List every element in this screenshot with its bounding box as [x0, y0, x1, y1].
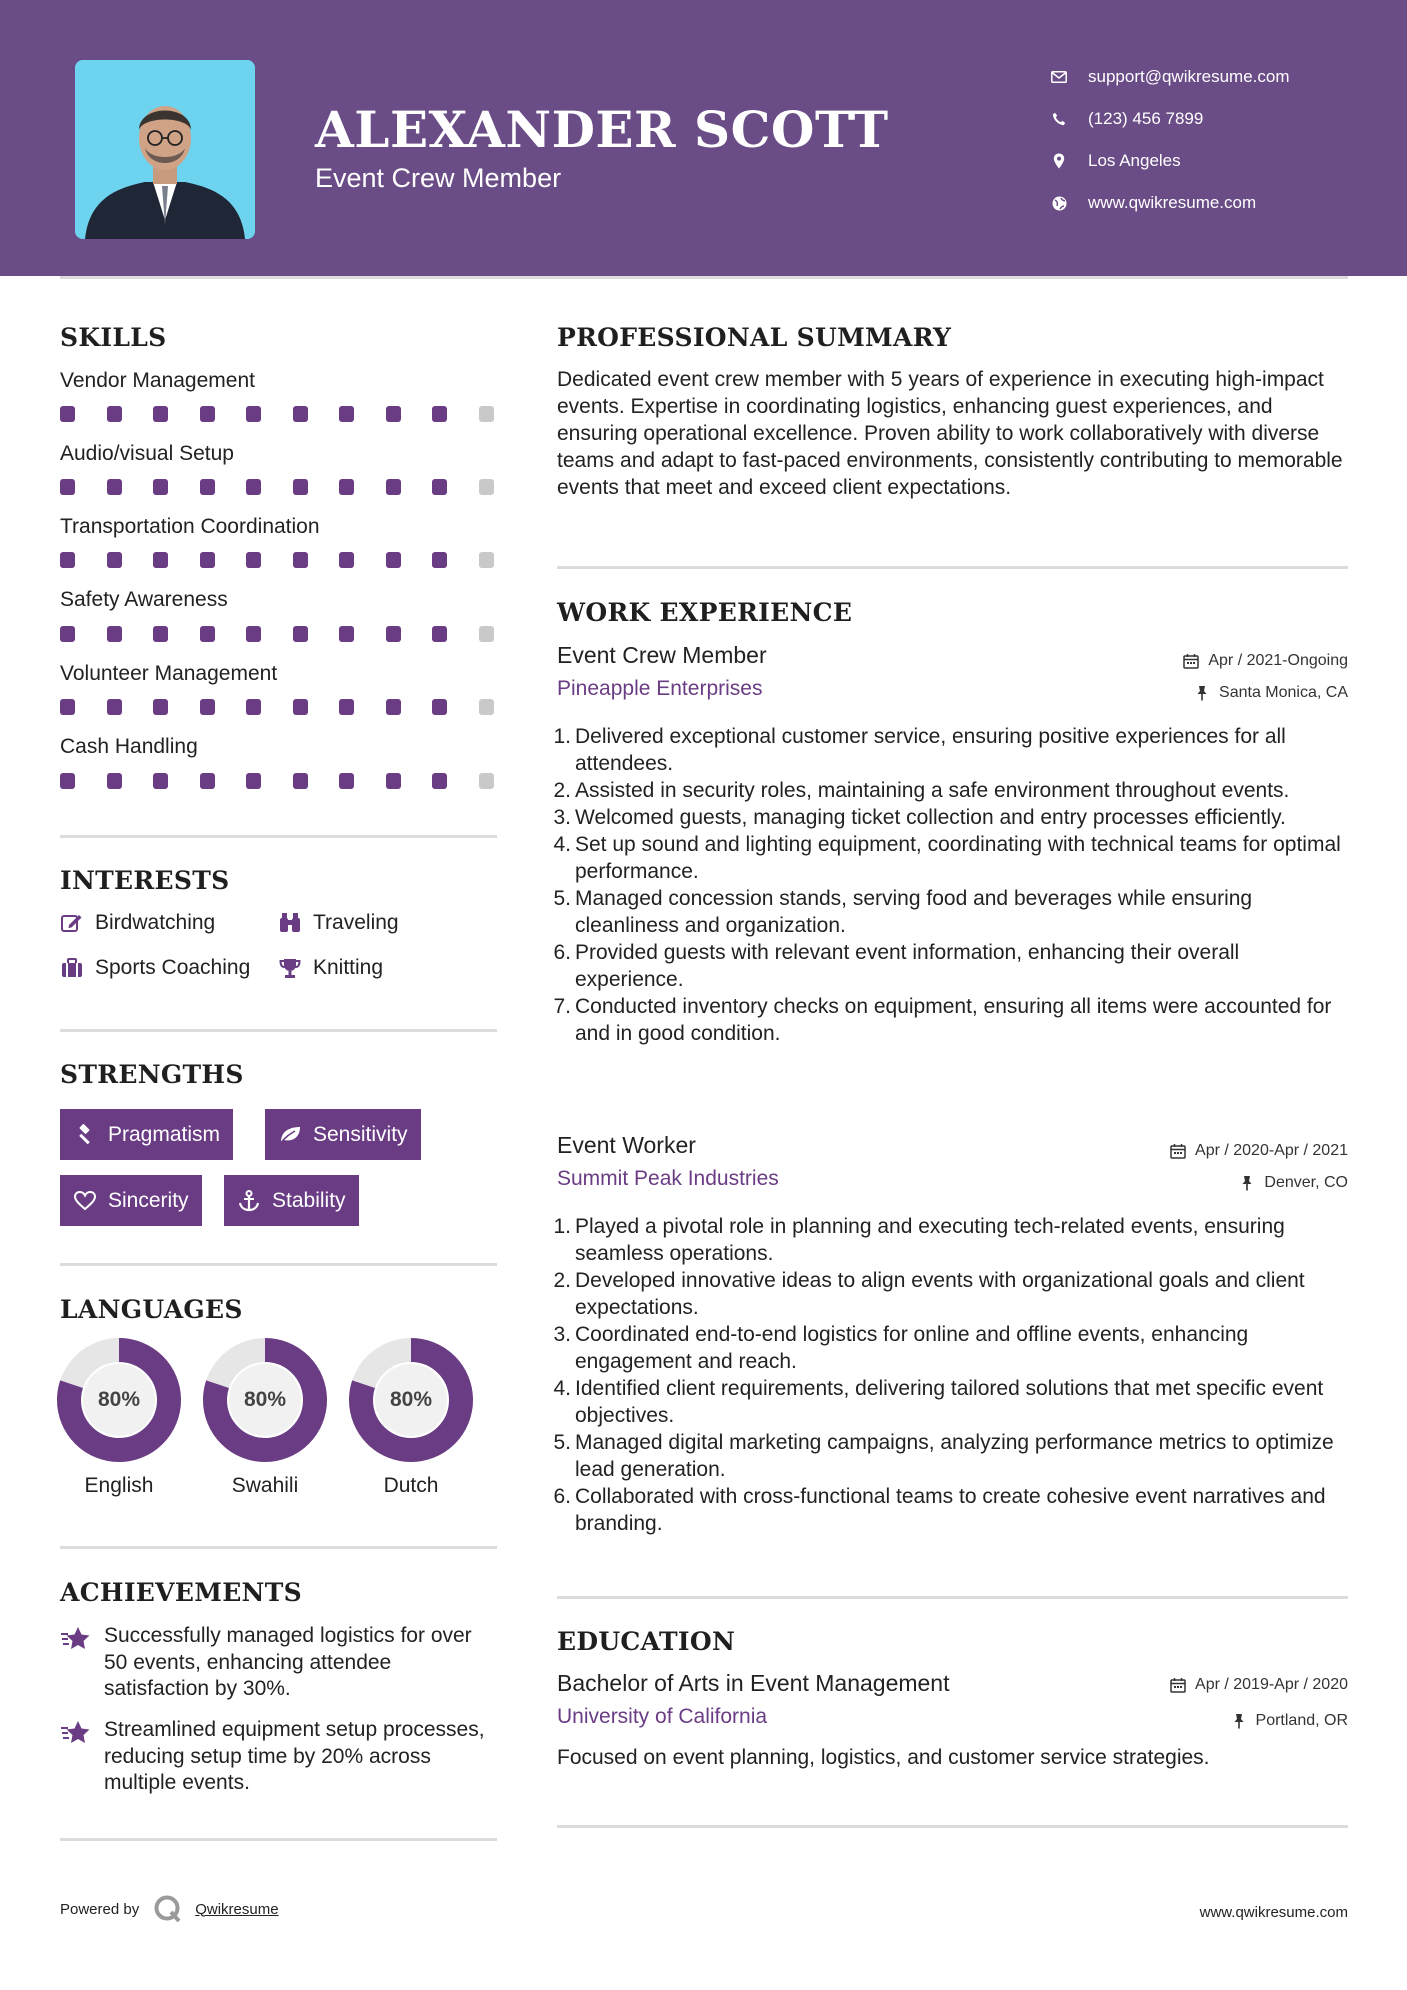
- interest-item: [60, 911, 215, 935]
- skill-name: Cash Handling: [60, 735, 198, 758]
- language-item: [57, 1338, 181, 1498]
- rating-dot-filled: [246, 699, 261, 715]
- qwikresume-logo-icon: [153, 1894, 183, 1924]
- interest-label: Sports Coaching: [95, 956, 251, 979]
- duty-number: 6.: [553, 1485, 571, 1508]
- achievement-item: [60, 1623, 497, 1703]
- rating-dot-filled: [293, 773, 308, 789]
- rating-dot-filled: [200, 406, 215, 422]
- contact-phone-text: (123) 456 7899: [1088, 109, 1204, 128]
- rating-dot-empty: [479, 699, 494, 715]
- rating-dot-filled: [293, 626, 308, 642]
- section-divider: [60, 1263, 497, 1266]
- calendar-icon: [1169, 1676, 1187, 1694]
- duty-text: Coordinated end-to-end logistics for online and offline events, enhancing engagement and reach.: [575, 1323, 1249, 1373]
- achievement-item: [60, 1717, 497, 1797]
- duty-number: 1.: [553, 725, 571, 748]
- rating-dot-empty: [479, 626, 494, 642]
- duty-text: Welcomed guests, managing ticket collection and entry processes efficiently.: [575, 806, 1286, 829]
- phone-icon: [1050, 110, 1068, 128]
- skill-rating: [60, 479, 525, 495]
- duty-number: 3.: [553, 1323, 571, 1346]
- job-company: Pineapple Enterprises: [557, 677, 763, 700]
- resume-header: [0, 0, 1407, 276]
- degree-name: Bachelor of Arts in Event Management: [557, 1670, 950, 1696]
- school-name: University of California: [557, 1705, 768, 1728]
- pushpin-icon: [1238, 1174, 1256, 1192]
- star-icon: [60, 1623, 94, 1703]
- language-item: [349, 1338, 473, 1498]
- contact-phone[interactable]: [1050, 98, 1290, 140]
- language-item: [203, 1338, 327, 1498]
- section-divider: [557, 1596, 1348, 1599]
- education-description: Focused on event planning, logistics, and customer service strategies.: [557, 1746, 1210, 1769]
- achievement-text: Successfully managed logistics for over 50 events, enhancing attendee satisfaction by 30%.: [104, 1624, 472, 1700]
- achievement-text: Streamlined equipment setup processes, reducing setup time by 20% across multiple events.: [104, 1718, 485, 1794]
- contact-email-text: support@qwikresume.com: [1088, 67, 1290, 86]
- duty-item: [553, 1267, 1347, 1321]
- rating-dot-filled: [246, 626, 261, 642]
- skill-rating: [60, 552, 525, 568]
- contact-website-text: www.qwikresume.com: [1088, 193, 1257, 212]
- achievements-title: ACHIEVEMENTS: [60, 1578, 302, 1607]
- rating-dot-filled: [153, 552, 168, 568]
- duty-item: [553, 885, 1347, 939]
- rating-dot-filled: [107, 552, 122, 568]
- rating-dot-filled: [153, 406, 168, 422]
- language-ring: [57, 1338, 181, 1462]
- duty-text: Set up sound and lighting equipment, coordinating with technical teams for optimal performance.: [575, 833, 1341, 883]
- language-percent: 80%: [243, 1388, 287, 1411]
- interest-label: Traveling: [313, 911, 399, 934]
- qwikresume-link[interactable]: Qwikresume: [195, 1900, 279, 1918]
- rating-dot-empty: [479, 552, 494, 568]
- language-ring: [203, 1338, 327, 1462]
- footer-powered-by: [60, 1894, 279, 1924]
- contact-list: [1050, 56, 1290, 224]
- strength-label: Sensitivity: [313, 1122, 408, 1146]
- rating-dot-filled: [60, 552, 75, 568]
- duty-item: [553, 831, 1347, 885]
- duty-item: [553, 1483, 1347, 1537]
- star-icon: [60, 1717, 94, 1797]
- contact-location: [1050, 140, 1290, 182]
- rating-dot-filled: [60, 699, 75, 715]
- duty-item: [553, 804, 1347, 831]
- rating-dot-filled: [200, 626, 215, 642]
- duty-text: Identified client requirements, delivering tailored solutions that met specific event objectives.: [575, 1377, 1324, 1427]
- language-ring: [349, 1338, 473, 1462]
- contact-email[interactable]: [1050, 56, 1290, 98]
- duty-item: [553, 1213, 1347, 1267]
- languages-title: LANGUAGES: [60, 1295, 243, 1324]
- suitcase-icon: [60, 956, 84, 980]
- rating-dot-filled: [432, 479, 447, 495]
- strength-tag: [265, 1109, 421, 1160]
- rating-dot-filled: [386, 626, 401, 642]
- duty-text: Managed digital marketing campaigns, analyzing performance metrics to optimize lead generation.: [575, 1431, 1334, 1481]
- education-location-text: Portland, OR: [1255, 1712, 1348, 1729]
- job-dates: [1169, 1142, 1348, 1160]
- interests-title: INTERESTS: [60, 866, 230, 895]
- rating-dot-empty: [479, 479, 494, 495]
- duty-text: Collaborated with cross-functional teams to create cohesive event narratives and branding.: [575, 1485, 1326, 1535]
- rating-dot-filled: [60, 773, 75, 789]
- strength-label: Stability: [272, 1188, 346, 1212]
- education-dates: [1169, 1676, 1348, 1694]
- duty-item: [553, 939, 1347, 993]
- header-divider: [60, 276, 1348, 279]
- skill-rating: [60, 773, 525, 789]
- rating-dot-filled: [386, 552, 401, 568]
- rating-dot-filled: [200, 773, 215, 789]
- rating-dot-filled: [200, 552, 215, 568]
- rating-dot-empty: [479, 773, 494, 789]
- duty-number: 2.: [553, 779, 571, 802]
- rating-dot-filled: [246, 479, 261, 495]
- strength-label: Pragmatism: [108, 1122, 221, 1146]
- strengths-title: STRENGTHS: [60, 1060, 244, 1089]
- summary-text: Dedicated event crew member with 5 years of experience in executing high-impact events. Expertise in coordinating logistics, enhancing guest experiences, and ensuring operational excellence. Proven ability to work collaboratively with diverse teams and adapt to fast-paced environments, consistently contributing to memorable events that meet and exceed client expectations.: [557, 368, 1343, 499]
- job-header: [557, 642, 1348, 712]
- duty-text: Played a pivotal role in planning and executing tech-related events, ensuring seamless operations.: [575, 1215, 1285, 1265]
- rating-dot-filled: [339, 479, 354, 495]
- candidate-name: ALEXANDER SCOTT: [315, 100, 889, 159]
- language-percent: 80%: [389, 1388, 433, 1411]
- education-location: [1230, 1712, 1348, 1730]
- interest-item: [278, 956, 383, 980]
- skill-rating: [60, 626, 525, 642]
- section-divider: [557, 1825, 1348, 1828]
- section-divider: [60, 1546, 497, 1549]
- rating-dot-filled: [246, 406, 261, 422]
- job-role: Event Worker: [557, 1132, 696, 1158]
- duty-text: Delivered exceptional customer service, ensuring positive experiences for all attendees.: [575, 725, 1286, 775]
- duty-number: 4.: [553, 833, 571, 856]
- rating-dot-filled: [293, 552, 308, 568]
- job-duties: [553, 723, 1347, 1047]
- duty-number: 3.: [553, 806, 571, 829]
- calendar-icon: [1182, 652, 1200, 670]
- trophy-icon: [278, 956, 302, 980]
- duty-text: Provided guests with relevant event information, enhancing their overall experience.: [575, 941, 1240, 991]
- edit-icon: [60, 911, 84, 935]
- section-divider: [60, 835, 497, 838]
- section-divider: [60, 1838, 497, 1841]
- language-name: Dutch: [383, 1474, 439, 1497]
- rating-dot-filled: [153, 479, 168, 495]
- duty-item: [553, 723, 1347, 777]
- profile-photo: [75, 60, 255, 239]
- job-dates-text: Apr / 2021-Ongoing: [1208, 652, 1348, 669]
- skill-name: Transportation Coordination: [60, 515, 320, 538]
- rating-dot-filled: [246, 773, 261, 789]
- rating-dot-filled: [60, 626, 75, 642]
- rating-dot-filled: [153, 699, 168, 715]
- language-name: Swahili: [231, 1474, 299, 1497]
- rating-dot-filled: [60, 479, 75, 495]
- skill-name: Audio/visual Setup: [60, 442, 234, 465]
- rating-dot-filled: [432, 773, 447, 789]
- rating-dot-filled: [153, 773, 168, 789]
- powered-by-text: Powered by: [60, 1900, 140, 1918]
- duty-text: Assisted in security roles, maintaining a safe environment throughout events.: [575, 779, 1290, 802]
- job-header: [557, 1132, 1348, 1202]
- job-role: Event Crew Member: [557, 642, 767, 668]
- interest-label: Birdwatching: [95, 911, 216, 934]
- job-duties: [553, 1213, 1347, 1537]
- job-location: [1238, 1174, 1348, 1192]
- duty-item: [553, 777, 1347, 804]
- duty-text: Managed concession stands, serving food and beverages while ensuring cleanliness and organization.: [575, 887, 1253, 937]
- binoculars-icon: [278, 911, 302, 935]
- heart-icon: [73, 1189, 97, 1213]
- language-percent: 80%: [97, 1388, 141, 1411]
- interest-label: Knitting: [313, 956, 384, 979]
- duty-number: 1.: [553, 1215, 571, 1238]
- job-location-text: Denver, CO: [1264, 1174, 1348, 1191]
- skill-name: Volunteer Management: [60, 662, 278, 685]
- rating-dot-filled: [107, 699, 122, 715]
- job-location: [1193, 684, 1348, 702]
- section-divider: [557, 566, 1348, 569]
- interest-item: [278, 911, 399, 935]
- rating-dot-filled: [107, 479, 122, 495]
- leaf-icon: [278, 1123, 302, 1147]
- job-dates: [1182, 652, 1348, 670]
- experience-title: WORK EXPERIENCE: [557, 598, 853, 627]
- duty-number: 4.: [553, 1377, 571, 1400]
- education-header: [557, 1670, 1348, 1740]
- rating-dot-filled: [432, 699, 447, 715]
- duty-number: 7.: [553, 995, 571, 1018]
- rating-dot-filled: [386, 699, 401, 715]
- job-dates-text: Apr / 2020-Apr / 2021: [1195, 1142, 1348, 1159]
- duty-text: Developed innovative ideas to align events with organizational goals and client expectations.: [575, 1269, 1305, 1319]
- rating-dot-filled: [200, 479, 215, 495]
- rating-dot-filled: [293, 406, 308, 422]
- rating-dot-filled: [153, 626, 168, 642]
- contact-location-text: Los Angeles: [1088, 151, 1181, 170]
- rating-dot-filled: [200, 699, 215, 715]
- duty-text: Conducted inventory checks on equipment, ensuring all items were accounted for and in good condition.: [575, 995, 1332, 1045]
- rating-dot-filled: [107, 626, 122, 642]
- rating-dot-filled: [386, 479, 401, 495]
- job-company: Summit Peak Industries: [557, 1167, 779, 1190]
- skill-name: Safety Awareness: [60, 588, 228, 611]
- education-dates-text: Apr / 2019-Apr / 2020: [1195, 1676, 1348, 1693]
- interest-item: [60, 956, 250, 980]
- strength-label: Sincerity: [108, 1188, 189, 1212]
- rating-dot-filled: [432, 626, 447, 642]
- skill-rating: [60, 406, 525, 422]
- rating-dot-filled: [107, 773, 122, 789]
- job-location-text: Santa Monica, CA: [1219, 684, 1348, 701]
- envelope-icon: [1050, 68, 1068, 86]
- rating-dot-filled: [339, 699, 354, 715]
- rating-dot-empty: [479, 406, 494, 422]
- rating-dot-filled: [386, 773, 401, 789]
- duty-item: [553, 1429, 1347, 1483]
- duty-number: 6.: [553, 941, 571, 964]
- language-name: English: [84, 1474, 154, 1497]
- strength-tag: [60, 1175, 202, 1226]
- rating-dot-filled: [107, 406, 122, 422]
- pushpin-icon: [1230, 1712, 1248, 1730]
- rating-dot-filled: [60, 406, 75, 422]
- rating-dot-filled: [339, 626, 354, 642]
- section-divider: [60, 1029, 497, 1032]
- rating-dot-filled: [386, 406, 401, 422]
- rating-dot-filled: [293, 699, 308, 715]
- duty-number: 2.: [553, 1269, 571, 1292]
- globe-icon: [1050, 194, 1068, 212]
- anchor-icon: [237, 1189, 261, 1213]
- rating-dot-filled: [293, 479, 308, 495]
- rating-dot-filled: [432, 406, 447, 422]
- rating-dot-filled: [339, 773, 354, 789]
- skills-title: SKILLS: [60, 323, 167, 352]
- duty-item: [553, 993, 1347, 1047]
- contact-website[interactable]: [1050, 182, 1290, 224]
- rating-dot-filled: [246, 552, 261, 568]
- strength-tag: [224, 1175, 359, 1226]
- duty-item: [553, 1375, 1347, 1429]
- map-pin-icon: [1050, 152, 1068, 170]
- duty-number: 5.: [553, 1431, 571, 1454]
- footer-url[interactable]: www.qwikresume.com: [1199, 1904, 1348, 1921]
- candidate-title: Event Crew Member: [315, 163, 562, 193]
- summary-title: PROFESSIONAL SUMMARY: [557, 323, 952, 352]
- strength-tag: [60, 1109, 233, 1160]
- skill-rating: [60, 699, 525, 715]
- calendar-icon: [1169, 1142, 1187, 1160]
- duty-item: [553, 1321, 1347, 1375]
- skill-name: Vendor Management: [60, 369, 255, 392]
- duty-number: 5.: [553, 887, 571, 910]
- rating-dot-filled: [339, 552, 354, 568]
- rating-dot-filled: [339, 406, 354, 422]
- education-title: EDUCATION: [557, 1627, 736, 1656]
- gavel-icon: [73, 1123, 97, 1147]
- pushpin-icon: [1193, 684, 1211, 702]
- rating-dot-filled: [432, 552, 447, 568]
